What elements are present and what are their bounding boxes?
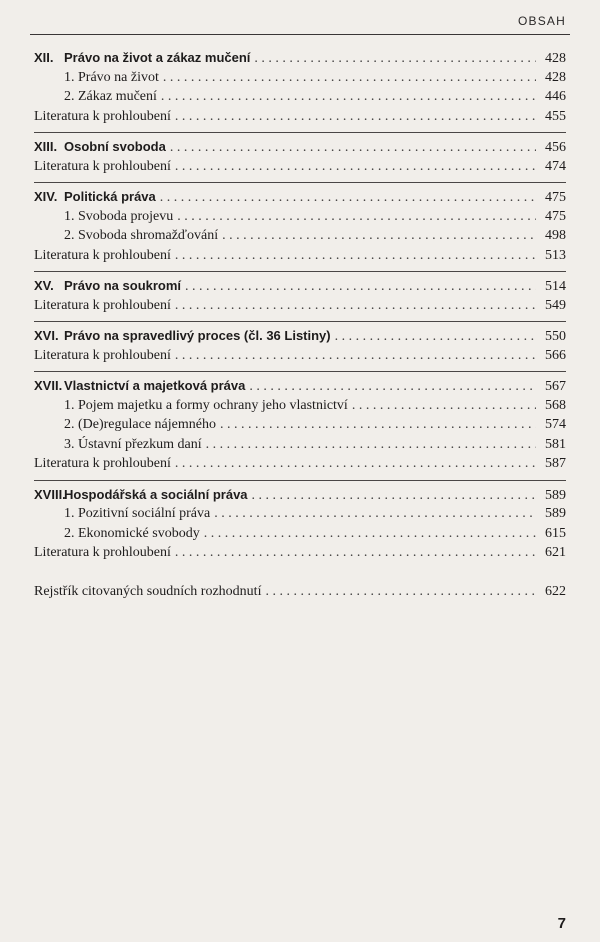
toc-page-number: 428 — [545, 69, 566, 85]
toc-literature-row — [34, 456, 566, 476]
toc-page-number: 568 — [545, 397, 566, 413]
toc-page-number: 567 — [545, 379, 566, 394]
dot-leader — [175, 248, 536, 262]
toc-page-number: 474 — [545, 158, 566, 174]
table-of-contents — [34, 50, 566, 603]
toc-page-number: 428 — [545, 51, 566, 66]
toc-chapter-row — [34, 139, 566, 159]
dot-leader — [160, 190, 536, 204]
chapter-separator — [34, 321, 566, 322]
toc-entry-title: Vlastnictví a majetková práva — [64, 378, 246, 393]
toc-entry-title: 3. Ústavní přezkum daní — [64, 436, 202, 452]
toc-chapter-row — [34, 487, 566, 507]
toc-entry-title: 2. Svoboda shromažďování — [64, 228, 219, 243]
toc-section-row — [34, 70, 566, 90]
chapter-number: XIII. — [34, 139, 58, 154]
toc-page-number: 621 — [545, 545, 566, 560]
dot-leader — [265, 584, 536, 598]
dot-leader — [249, 379, 536, 393]
toc-entry-title: Právo na spravedlivý proces (čl. 36 Listiny) — [64, 328, 331, 343]
toc-page-number: 581 — [545, 436, 566, 452]
toc-page-number: 566 — [545, 347, 566, 363]
toc-entry-title: Literatura k prohloubení — [34, 456, 171, 471]
toc-entry-title: Hospodářská a sociální práva — [64, 486, 248, 502]
toc-entry-title: Rejstřík citovaných soudních rozhodnutí — [34, 583, 262, 599]
chapter-separator — [34, 371, 566, 372]
dot-leader — [185, 279, 536, 293]
dot-leader — [175, 456, 536, 470]
toc-section-row — [34, 437, 566, 457]
chapter-separator — [34, 480, 566, 481]
toc-page-number: 622 — [545, 583, 566, 599]
toc-entry-title: Politická práva — [64, 189, 156, 204]
dot-leader — [335, 329, 536, 343]
toc-chapter-row — [34, 378, 566, 398]
toc-page-number: 615 — [545, 525, 566, 541]
toc-page-number: 498 — [545, 228, 566, 243]
dot-leader — [175, 159, 536, 173]
toc-section-row — [34, 398, 566, 418]
toc-index-row — [34, 584, 566, 604]
toc-chapter-row — [34, 328, 566, 348]
toc-literature-row — [34, 248, 566, 268]
toc-entry-title: Literatura k prohloubení — [34, 297, 171, 313]
dot-leader — [170, 140, 536, 154]
toc-page-number: 589 — [545, 487, 566, 503]
chapter-separator — [34, 271, 566, 272]
dot-leader — [175, 545, 536, 559]
dot-leader — [161, 89, 536, 103]
dot-leader — [204, 526, 536, 540]
toc-entry-title: Literatura k prohloubení — [34, 545, 171, 560]
page-number: 7 — [557, 915, 566, 932]
toc-section-row — [34, 209, 566, 229]
chapter-separator — [34, 132, 566, 133]
chapter-number: XVI. — [34, 328, 59, 343]
toc-entry-title: 2. Ekonomické svobody — [64, 525, 200, 541]
dot-leader — [206, 437, 536, 451]
dot-leader — [220, 417, 536, 431]
dot-leader — [252, 488, 536, 502]
toc-page-number: 475 — [545, 208, 566, 224]
toc-entry-title: Právo na soukromí — [64, 278, 182, 293]
toc-entry-title: Literatura k prohloubení — [34, 108, 171, 124]
toc-page-number: 455 — [545, 108, 566, 124]
toc-page-number: 574 — [545, 417, 566, 432]
toc-page-number: 550 — [545, 329, 566, 344]
toc-entry-title: Literatura k prohloubení — [34, 247, 171, 263]
toc-entry-title: 1. Právo na život — [64, 69, 159, 85]
header-rule — [30, 34, 570, 35]
toc-page-number: 456 — [545, 140, 566, 155]
toc-entry-title: Osobní svoboda — [64, 139, 166, 154]
chapter-number: XVII. — [34, 378, 63, 393]
dot-leader — [352, 398, 536, 412]
toc-page-number: 446 — [545, 89, 566, 104]
dot-leader — [177, 209, 536, 223]
toc-page-number: 514 — [545, 279, 566, 294]
dot-leader — [175, 298, 536, 312]
dot-leader — [222, 228, 536, 242]
toc-literature-row — [34, 109, 566, 129]
toc-chapter-row — [34, 189, 566, 209]
dot-leader — [175, 348, 536, 362]
toc-literature-row — [34, 298, 566, 318]
toc-entry-title: Literatura k prohloubení — [34, 158, 171, 174]
toc-entry-title: 2. Zákaz mučení — [64, 89, 157, 104]
toc-literature-row — [34, 159, 566, 179]
toc-chapter-row — [34, 278, 566, 298]
dot-leader — [214, 506, 536, 520]
toc-page-number: 513 — [545, 247, 566, 263]
toc-section-row — [34, 228, 566, 248]
toc-chapter-row — [34, 50, 566, 70]
toc-entry-title: 1. Svoboda projevu — [64, 208, 174, 224]
toc-entry-title: 1. Pojem majetku a formy ochrany jeho vlastnictví — [64, 397, 348, 413]
toc-page-number: 587 — [545, 456, 566, 471]
toc-section-row — [34, 506, 566, 526]
chapter-number: XV. — [34, 278, 54, 293]
running-head: OBSAH — [517, 14, 566, 28]
toc-entry-title: Právo na život a zákaz mučení — [64, 50, 251, 65]
toc-page-number: 549 — [545, 297, 566, 313]
toc-literature-row — [34, 348, 566, 368]
toc-entry-title: 2. (De)regulace nájemného — [64, 417, 216, 432]
dot-leader — [163, 70, 536, 84]
dot-leader — [254, 51, 536, 65]
chapter-separator — [34, 182, 566, 183]
chapter-number: XVIII. — [34, 486, 66, 502]
toc-entry-title: 1. Pozitivní sociální práva — [64, 506, 211, 521]
toc-literature-row — [34, 545, 566, 565]
toc-section-row — [34, 89, 566, 109]
chapter-number: XIV. — [34, 189, 58, 204]
toc-page-number: 475 — [545, 190, 566, 205]
chapter-number: XII. — [34, 50, 54, 65]
toc-page-number: 589 — [545, 506, 566, 521]
toc-entry-title: Literatura k prohloubení — [34, 347, 171, 363]
toc-section-row — [34, 526, 566, 546]
toc-section-row — [34, 417, 566, 437]
dot-leader — [175, 109, 536, 123]
